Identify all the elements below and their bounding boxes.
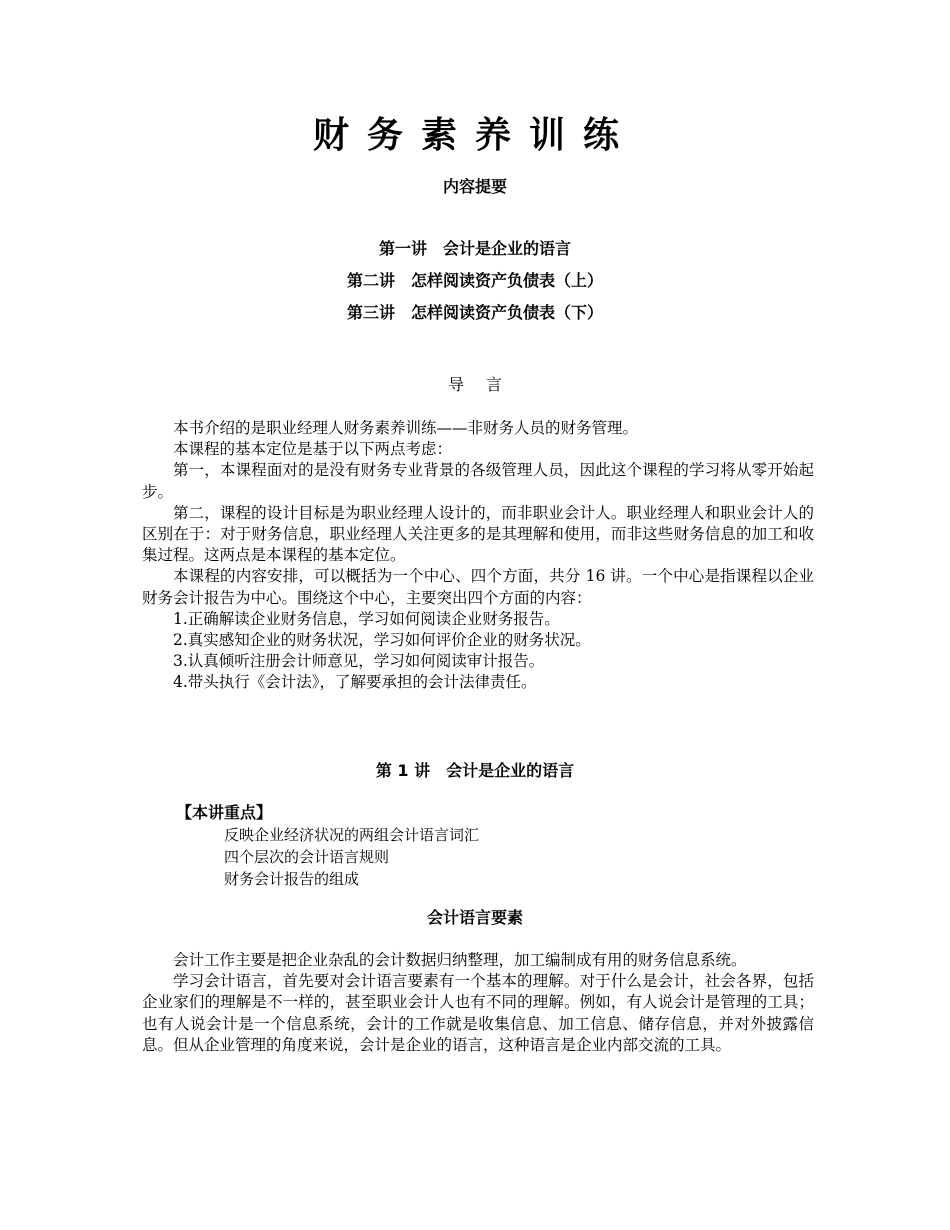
section-paragraph: 会计工作主要是把企业杂乱的会计数据归纳整理，加工编制成有用的财务信息系统。 (173, 951, 747, 969)
intro-list-item: 3.认真倾听注册会计师意见，学习如何阅读审计报告。 (173, 652, 545, 671)
intro-list-item: 4.带头执行《会计法》，了解要承担的会计法律责任。 (173, 673, 537, 692)
intro-paragraph: 本课程的基本定位是基于以下两点考虑： (173, 440, 453, 459)
intro-paragraph: 本书介绍的是职业经理人财务素养训练——非财务人员的财务管理。 (173, 419, 639, 437)
intro-heading: 导言 (447, 375, 524, 394)
toc-item: 第一讲 会计是企业的语言 (378, 239, 571, 258)
section-paragraph: 学习会计语言，首先要对会计语言要素有一个基本的理解。对于什么是会计，社会各界，包括企业家们的理解是不一样的，甚至职业会计人也有不同的理解。例如，有人说会计是管理的工具；也有人说会计是一个信息系统，会计的工作就是收集信息、加工信息、储存信息，并对外披露信息。但从企业管理的角度来说，会计是企业的语言，这种语言是企业内部交流的工具。 (142, 972, 814, 1054)
key-point-item: 四个层次的会计语言规则 (224, 848, 390, 866)
section-title: 会计语言要素 (426, 908, 523, 927)
lecture-title: 第 1 讲 会计是企业的语言 (375, 761, 575, 780)
intro-body (142, 418, 814, 694)
intro-paragraph: 第二，课程的设计目标是为职业经理人设计的，而非职业会计人。职业经理人和职业会计人的区别在于：对于财务信息，职业经理人关注更多的是其理解和使用，而非这些财务信息的加工和收集过程。这两点是本课程的基本定位。 (142, 503, 814, 565)
key-point-item: 财务会计报告的组成 (224, 870, 360, 888)
section-body (142, 950, 814, 1056)
intro-paragraph: 第一，本课程面对的是没有财务专业背景的各级管理人员，因此这个课程的学习将从零开始起步。 (142, 461, 814, 501)
intro-paragraph: 本课程的内容安排，可以概括为一个中心、四个方面，共分 16 讲。一个中心是指课程以企业财务会计报告为中心。围绕这个中心，主要突出四个方面的内容： (142, 567, 814, 607)
intro-list-item: 1.正确解读企业财务信息，学习如何阅读企业财务报告。 (173, 609, 560, 628)
intro-list-item: 2.真实感知企业的财务状况，学习如何评价企业的财务状况。 (173, 631, 591, 650)
toc-item: 第二讲 怎样阅读资产负债表（上） (346, 271, 603, 290)
summary-heading: 内容提要 (442, 177, 507, 196)
key-points-list (224, 824, 479, 890)
key-points-heading: 【本讲重点】 (176, 803, 273, 822)
toc-item: 第三讲 怎样阅读资产负债表（下） (346, 303, 603, 322)
table-of-contents (0, 233, 950, 329)
document-title: 财务素养训练 (312, 115, 637, 156)
key-point-item: 反映企业经济状况的两组会计语言词汇 (224, 826, 480, 844)
